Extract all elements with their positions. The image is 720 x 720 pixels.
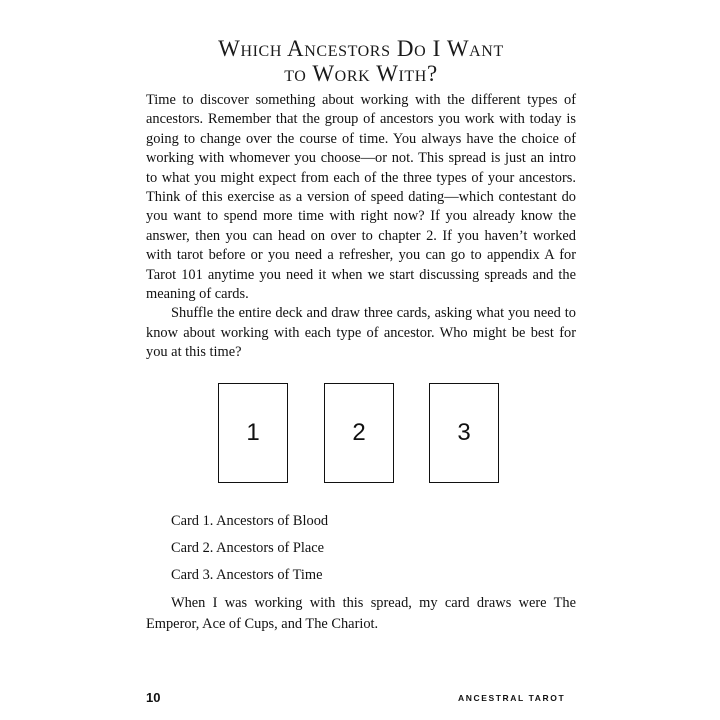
heading-line-2: to Work With? bbox=[284, 61, 438, 86]
card-meaning-list bbox=[171, 512, 551, 594]
paragraph-instructions: Shuffle the entire deck and draw three cards, asking what you need to know about working with each type of ancestor. Who might be best for you at this time? bbox=[146, 305, 576, 361]
card-position-3: 3 bbox=[429, 383, 499, 483]
card-position-1: 1 bbox=[218, 383, 288, 483]
card-position-2: 2 bbox=[324, 383, 394, 483]
card-spread-diagram bbox=[218, 383, 508, 485]
paragraph-intro: Time to discover something about working with the different types of ancestors. Remember that the group of ancestors you work with today is going to change over the course of time. You always have the choice of working with whomever you choose—or not. This spread is just an intro to what you might expect from each of the three types of your ancestors. Think of this exercise as a version of speed dating—which contestant do you want to spend more time with right now? If you already know the answer, then you can head on over to chapter 2. If you haven’t worked with tarot before or you need a refresher, you can go to appendix A for Tarot 101 anytime you need it when we start discussing spreads and the meaning of cards. bbox=[146, 92, 576, 303]
section-heading bbox=[146, 36, 576, 86]
paragraph-closing: When I was working with this spread, my card draws were The Emperor, Ace of Cups, and The Chariot. bbox=[146, 595, 576, 632]
body-text bbox=[146, 91, 576, 363]
list-item: Card 2. Ancestors of Place bbox=[171, 540, 325, 557]
list-item: Card 1. Ancestors of Blood bbox=[171, 513, 329, 529]
page-footer bbox=[146, 690, 576, 710]
heading-line-1: Which Ancestors Do I Want bbox=[218, 36, 504, 61]
running-head: ANCESTRAL TAROT bbox=[458, 693, 566, 703]
list-item: Card 3. Ancestors of Time bbox=[171, 567, 323, 584]
closing-paragraph-block bbox=[146, 593, 576, 635]
page-number: 10 bbox=[146, 690, 161, 705]
